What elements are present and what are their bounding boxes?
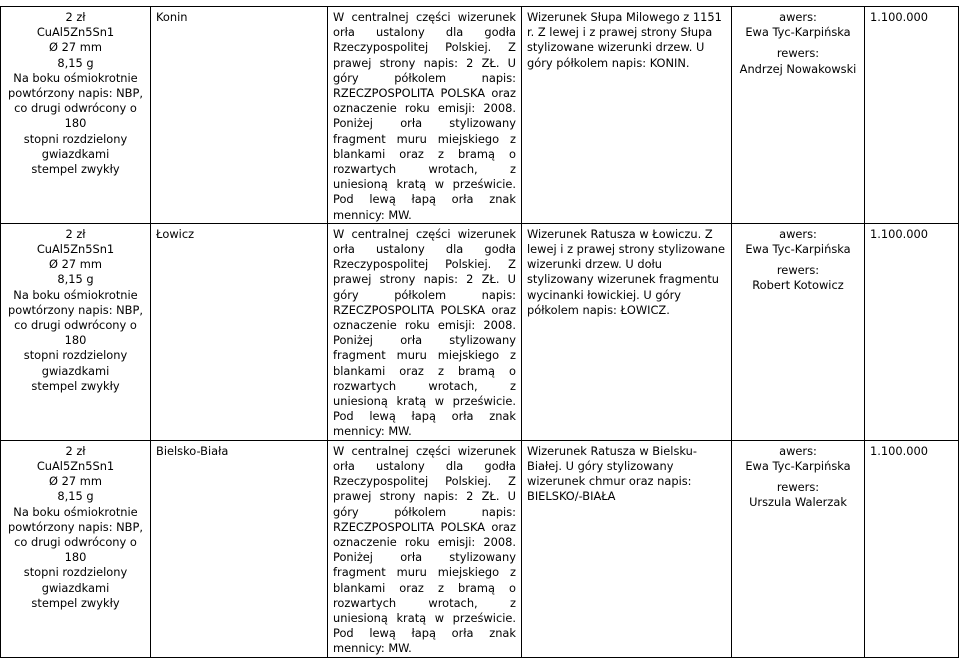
obverse-author: Ewa Tyc-Karpińska — [745, 242, 851, 257]
city-cell: Bielsko-Biała — [151, 440, 328, 657]
finish: stempel zwykły — [31, 378, 120, 393]
city-cell: Konin — [151, 7, 328, 224]
obverse-label: awers: — [779, 226, 817, 241]
obverse-label: awers: — [779, 443, 817, 458]
reverse-label: rewers: — [776, 480, 820, 495]
obverse-description-cell: W centralnej części wizerunek orła ustalony dla godła Rzeczypospolitej Polskiej. Z prawej strony napis: 2 ZŁ. U góry półkolem napis: RZECZPOSPOLITA POLSKA oraz oznaczenie roku emisji: 2008. Poniżej orła stylizowany fragment muru miejskiego z blankami oraz z bramą o rozwartych wrotach, z uniesioną kratą w prześwicie. Pod lewą łapą orła znak mennicy: MW. — [328, 223, 522, 440]
city-cell: Łowicz — [151, 223, 328, 440]
reverse-author: Andrzej Nowakowski — [739, 61, 857, 76]
obverse-description-cell: W centralnej części wizerunek orła ustalony dla godła Rzeczypospolitej Polskiej. Z prawej strony napis: 2 ZŁ. U góry półkolem napis: RZECZPOSPOLITA POLSKA oraz oznaczenie roku emisji: 2008. Poniżej orła stylizowany fragment muru miejskiego z blankami oraz z bramą o rozwartych wrotach, z uniesioną kratą w prześwicie. Pod lewą łapą orła znak mennicy: MW. — [328, 7, 522, 224]
mintage-cell: 1.100.000 — [865, 7, 959, 224]
denomination: 2 zł — [65, 226, 86, 241]
edge-text: powtórzony napis: NBP, — [8, 519, 143, 534]
alloy: CuAl5Zn5Sn1 — [36, 458, 115, 473]
alloy: CuAl5Zn5Sn1 — [36, 25, 115, 40]
denomination: 2 zł — [65, 443, 86, 458]
designers-cell — [732, 440, 865, 657]
diameter: Ø 27 mm — [49, 257, 102, 272]
coin-spec-cell — [1, 440, 151, 657]
alloy: CuAl5Zn5Sn1 — [36, 242, 115, 257]
table-row — [1, 440, 959, 657]
edge-text: stopni rozdzielony — [23, 565, 128, 580]
edge-text: co drugi odwrócony o 180 — [14, 534, 137, 565]
reverse-description-cell: Wizerunek Ratusza w Łowiczu. Z lewej i z prawej strony stylizowane wizerunki drzew. U dołu stylizowany wizerunek fragmentu wycinanki łowickiej. U góry półkolem napis: ŁOWICZ. — [522, 223, 732, 440]
edge-text: stopni rozdzielony — [23, 348, 128, 363]
designers-cell — [732, 223, 865, 440]
mintage-cell: 1.100.000 — [865, 440, 959, 657]
edge-text: co drugi odwrócony o 180 — [14, 101, 137, 131]
weight: 8,15 g — [57, 272, 94, 287]
edge-text: powtórzony napis: NBP, — [8, 302, 143, 317]
edge-text: gwiazdkami — [41, 363, 110, 378]
edge-text: powtórzony napis: NBP, — [8, 86, 143, 101]
finish: stempel zwykły — [31, 595, 120, 610]
table-row — [1, 7, 959, 224]
edge-text: Na boku ośmiokrotnie — [13, 70, 138, 85]
reverse-label: rewers: — [776, 46, 820, 61]
reverse-author: Robert Kotowicz — [752, 278, 844, 293]
edge-text: Na boku ośmiokrotnie — [13, 504, 138, 519]
diameter: Ø 27 mm — [49, 40, 102, 55]
coin-spec-cell — [1, 223, 151, 440]
reverse-description-cell: Wizerunek Słupa Milowego z 1151 r. Z lewej i z prawej strony Słupa stylizowane wizerunki drzew. U góry półkolem napis: KONIN. — [522, 7, 732, 224]
edge-text: Na boku ośmiokrotnie — [13, 287, 138, 302]
weight: 8,15 g — [57, 489, 94, 504]
weight: 8,15 g — [57, 55, 94, 70]
reverse-description-cell: Wizerunek Ratusza w Bielsku-Białej. U góry stylizowany wizerunek chmur oraz napis: BIELSKO/-BIAŁA — [522, 440, 732, 657]
finish: stempel zwykły — [31, 162, 120, 177]
mintage-cell: 1.100.000 — [865, 223, 959, 440]
edge-text: co drugi odwrócony o 180 — [14, 318, 137, 348]
reverse-author: Urszula Walerzak — [749, 495, 847, 510]
obverse-author: Ewa Tyc-Karpińska — [745, 25, 851, 40]
table-row — [1, 223, 959, 440]
reverse-label: rewers: — [776, 263, 820, 278]
obverse-label: awers: — [779, 10, 817, 24]
edge-text: stopni rozdzielony — [23, 131, 128, 146]
obverse-author: Ewa Tyc-Karpińska — [745, 458, 851, 473]
edge-text: gwiazdkami — [41, 146, 110, 161]
denomination: 2 zł — [65, 10, 86, 24]
edge-text: gwiazdkami — [41, 580, 110, 595]
diameter: Ø 27 mm — [49, 474, 102, 489]
coin-table — [0, 6, 959, 658]
designers-cell — [732, 7, 865, 224]
coin-spec-cell — [1, 7, 151, 224]
obverse-description-cell: W centralnej części wizerunek orła ustalony dla godła Rzeczypospolitej Polskiej. Z prawej strony napis: 2 ZŁ. U góry półkolem napis: RZECZPOSPOLITA POLSKA oraz oznaczenie roku emisji: 2008. Poniżej orła stylizowany fragment muru miejskiego z blankami oraz z bramą o rozwartych wrotach, z uniesioną kratą w prześwicie. Pod lewą łapą orła znak mennicy: MW. — [328, 440, 522, 657]
coin-table-body — [1, 7, 959, 658]
